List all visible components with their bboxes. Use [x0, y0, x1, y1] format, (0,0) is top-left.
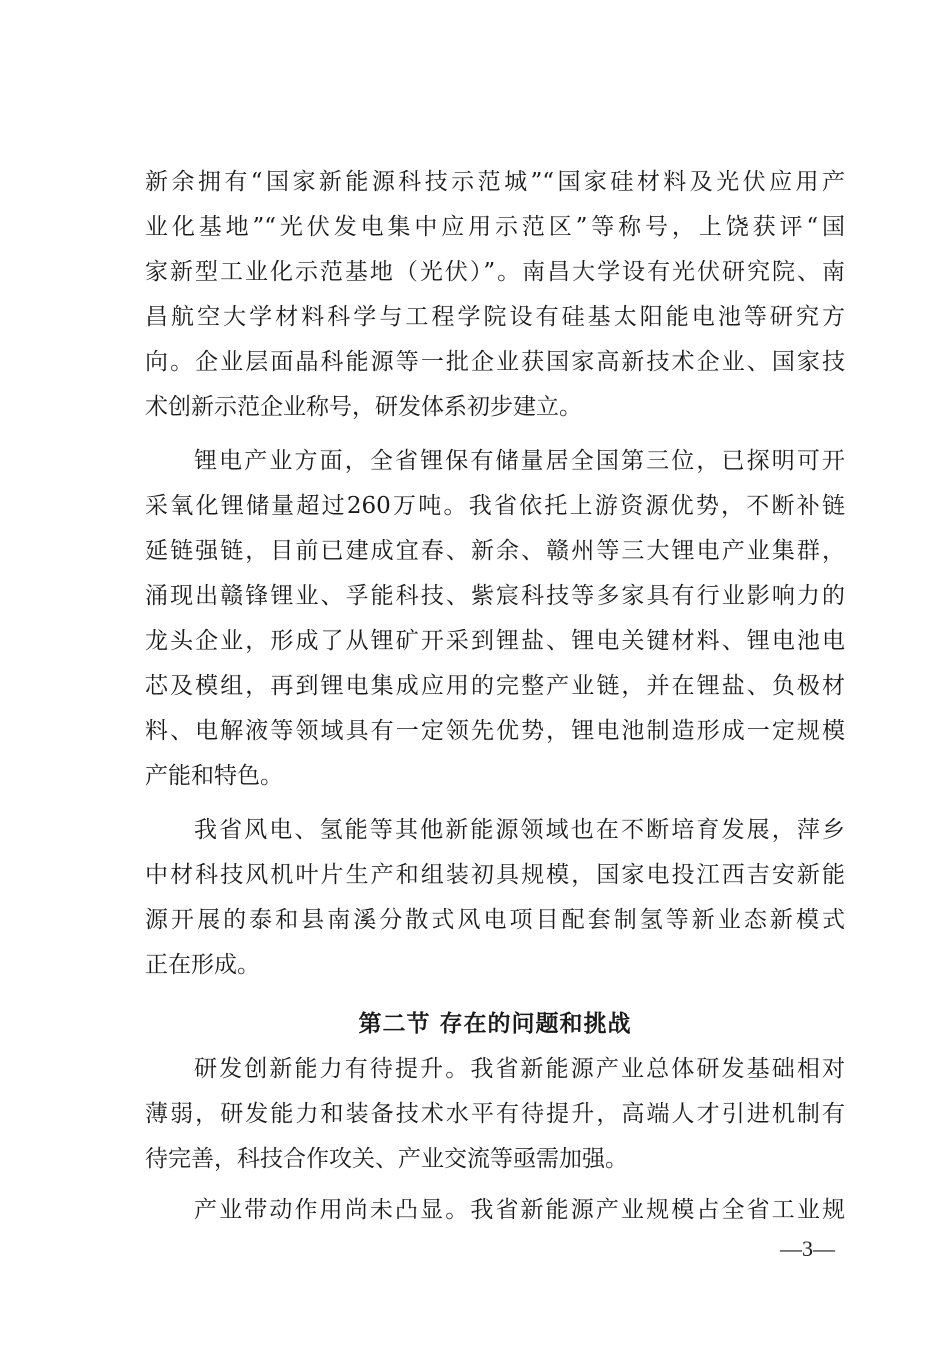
paragraph-2-line-3: 延链强链，目前已建成宜春、新余、赣州等三大锂电产业集群，: [145, 538, 845, 564]
paragraph-2-line-6: 芯及模组，再到锂电集成应用的完整产业链，并在锂盐、负极材: [145, 673, 845, 699]
paragraph-2-line-5: 龙头企业，形成了从锂矿开采到锂盐、锂电关键材料、锂电池电: [145, 628, 845, 654]
paragraph-3-line-1: 我省风电、氢能等其他新能源领域也在不断培育发展，萍乡: [194, 817, 845, 843]
paragraph-4-line-3: 待完善，科技合作攻关、产业交流等亟需加强。: [145, 1146, 628, 1172]
paragraph-2-line-7: 料、电解液等领域具有一定领先优势，锂电池制造形成一定规模: [145, 718, 845, 744]
paragraph-2-line-2: 采氧化锂储量超过260万吨。我省依托上游资源优势，不断补链: [145, 493, 845, 519]
paragraph-1-line-5: 向。企业层面晶科能源等一批企业获国家高新技术企业、国家技: [145, 349, 845, 375]
paragraph-2-line-4: 涌现出赣锋锂业、孚能科技、紫宸科技等多家具有行业影响力的: [145, 583, 845, 609]
paragraph-1-line-2: 业化基地”“光伏发电集中应用示范区”等称号，上饶获评“国: [145, 214, 845, 240]
paragraph-2-line-8: 产能和特色。: [145, 763, 283, 789]
section-heading: 第二节 存在的问题和挑战: [358, 1010, 632, 1037]
paragraph-1-line-6: 术创新示范企业称号，研发体系初步建立。: [145, 394, 582, 420]
paragraph-5-line-1: 产业带动作用尚未凸显。我省新能源产业规模占全省工业规: [194, 1197, 845, 1223]
paragraph-1-line-3: 家新型工业化示范基地（光伏）”。南昌大学设有光伏研究院、南: [145, 259, 845, 285]
paragraph-3-line-4: 正在形成。: [145, 952, 260, 978]
paragraph-2-line-1: 锂电产业方面，全省锂保有储量居全国第三位，已探明可开: [194, 448, 845, 474]
paragraph-4-line-1: 研发创新能力有待提升。我省新能源产业总体研发基础相对: [194, 1056, 845, 1082]
paragraph-4-line-2: 薄弱，研发能力和装备技术水平有待提升，高端人才引进机制有: [145, 1101, 845, 1127]
page-number: —3—: [780, 1236, 835, 1261]
paragraph-1-line-1: 新余拥有“国家新能源科技示范城”“国家硅材料及光伏应用产: [145, 169, 845, 195]
paragraph-3-line-3: 源开展的泰和县南溪分散式风电项目配套制氢等新业态新模式: [145, 907, 845, 933]
paragraph-1-line-4: 昌航空大学材料科学与工程学院设有硅基太阳能电池等研究方: [145, 304, 845, 330]
paragraph-3-line-2: 中材科技风机叶片生产和组装初具规模，国家电投江西吉安新能: [145, 862, 845, 888]
